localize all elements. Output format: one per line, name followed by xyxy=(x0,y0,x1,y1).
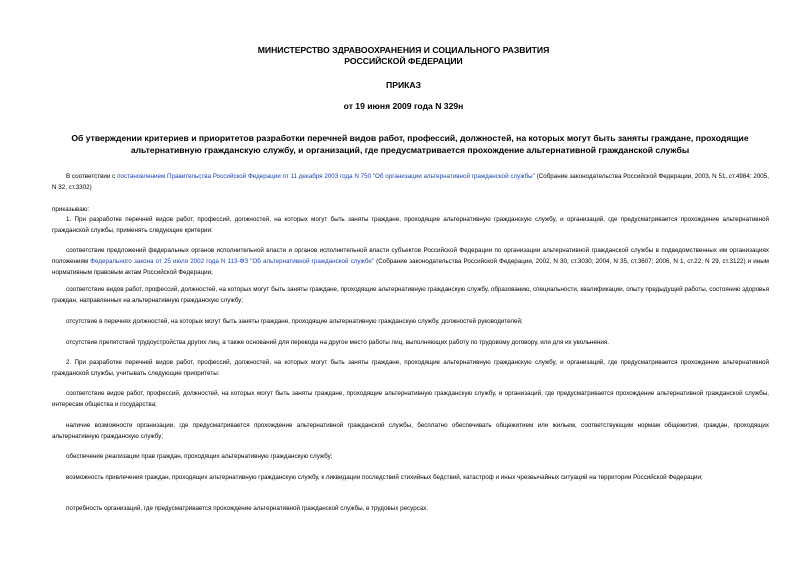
government-decree-link[interactable]: постановлением Правительства Российской Федерации от 11 декабря 2003 года N 750 "Об организации альтернативной гражданской службы" xyxy=(117,173,535,180)
preamble-paragraph xyxy=(52,171,769,193)
preamble-text-start: В соответствии с xyxy=(66,173,118,180)
priority-3-paragraph: обеспечение реализации прав граждан, проходящих альтернативную гражданскую службу; xyxy=(66,453,333,460)
order-type: ПРИКАЗ xyxy=(386,80,421,90)
preamble-text-end: (Собрание законодательства Российской Федерации, 2003, N 51, ст.4984; 2005, N 32, ст.3302) xyxy=(52,173,769,191)
order-date: от 19 июня 2009 года N 329н xyxy=(343,101,464,111)
criterion-3-paragraph: отсутствие в перечнях должностей, на которых могут быть заняты граждане, проходящие альтернативную гражданскую службу, должностей руководителей; xyxy=(66,318,523,325)
order-word-paragraph: приказываю: xyxy=(52,206,90,213)
criterion-1-paragraph xyxy=(52,245,769,278)
criterion-2-paragraph: соответствие видов работ, профессий, должностей, на которых могут быть заняты граждане, проходящие альтернативную гражданскую службу, образованию, специальности, квалификации, опыту предыдущей работы, состоянию здоровья граждан, направленных на альтернативную гражданскую службу; xyxy=(52,286,769,304)
ministry-name-line1: МИНИСТЕРСТВО ЗДРАВООХРАНЕНИЯ И СОЦИАЛЬНОГО РАЗВИТИЯ xyxy=(257,45,550,55)
criterion-4-paragraph: отсутствие препятствий трудоустройства других лиц, а также оснований для перевода на другое место работы лиц, выполняющих работу по трудовому договору, или для их увольнения. xyxy=(66,339,610,346)
priority-5-paragraph: потребность организаций, где предусматривается прохождение альтернативной гражданской службы, в трудовых ресурсах. xyxy=(66,505,429,512)
ministry-name-line2: РОССИЙСКОЙ ФЕДЕРАЦИИ xyxy=(344,56,463,66)
criterion-1-text-end: (Собрание законодательства Российской Федерации, 2002, N 30, ст.3030; 2004, N 35, ст.3607; 2006, N 1, ст.22; N 29, ст.3122) и иным нормативным правовым актам Российской Федерации; xyxy=(52,258,769,276)
priority-1-paragraph: соответствие видов работ, профессий, должностей, на которых могут быть заняты граждане, проходящие альтернативную гражданскую службу, и организаций, где предусматривается прохождение альтернативной гражданской службы, интересам общества и государства; xyxy=(52,390,769,408)
document-title: Об утверждении критериев и приоритетов разработки перечней видов работ, профессий, должностей, на которых могут быть заняты граждане, проходящие альтернативную гражданскую службу, и организаций, где предусматривается прохождение альтернативной гражданской службы xyxy=(71,133,749,155)
criterion-1-text-start: соответствие предложений федеральных органов исполнительной власти и органов исполнительной власти субъектов Российской Федерации по организации альтернативной гражданской службы в подведомственных им организациях положениям xyxy=(52,247,769,265)
priorities-intro-paragraph: 2. При разработке перечней видов работ, профессий, должностей, на которых могут быть заняты граждане, проходящие альтернативную гражданскую службу, и организаций, где предусматривается прохождение альтернативной гражданской службы, учитывать следующие приоритеты: xyxy=(52,359,769,377)
ministry-name xyxy=(0,45,807,67)
criteria-intro-paragraph: 1. При разработке перечней видов работ, профессий, должностей, на которых могут быть заняты граждане, проходящие альтернативную гражданскую службу, и организаций, где предусматривается прохождение альтернативной гражданской службы, применять следующие критерии: xyxy=(52,216,769,234)
priority-2-paragraph: наличие возможности организации, где предусматривается прохождение альтернативной гражданской службы, бесплатно обеспечивать общежитием или жильем, соответствующим нормам общежития, граждан, проходящих альтернативную гражданскую службу; xyxy=(52,422,769,440)
priority-4-paragraph: возможность привлечения граждан, проходящих альтернативную гражданскую службу, к ликвидации последствий стихийных бедствий, катастроф и иных чрезвычайных ситуаций на территории Российской Федерации; xyxy=(66,474,703,481)
federal-law-link[interactable]: Федерального закона от 25 июля 2002 года N 113-ФЗ "Об альтернативной гражданской службе" xyxy=(90,258,375,265)
